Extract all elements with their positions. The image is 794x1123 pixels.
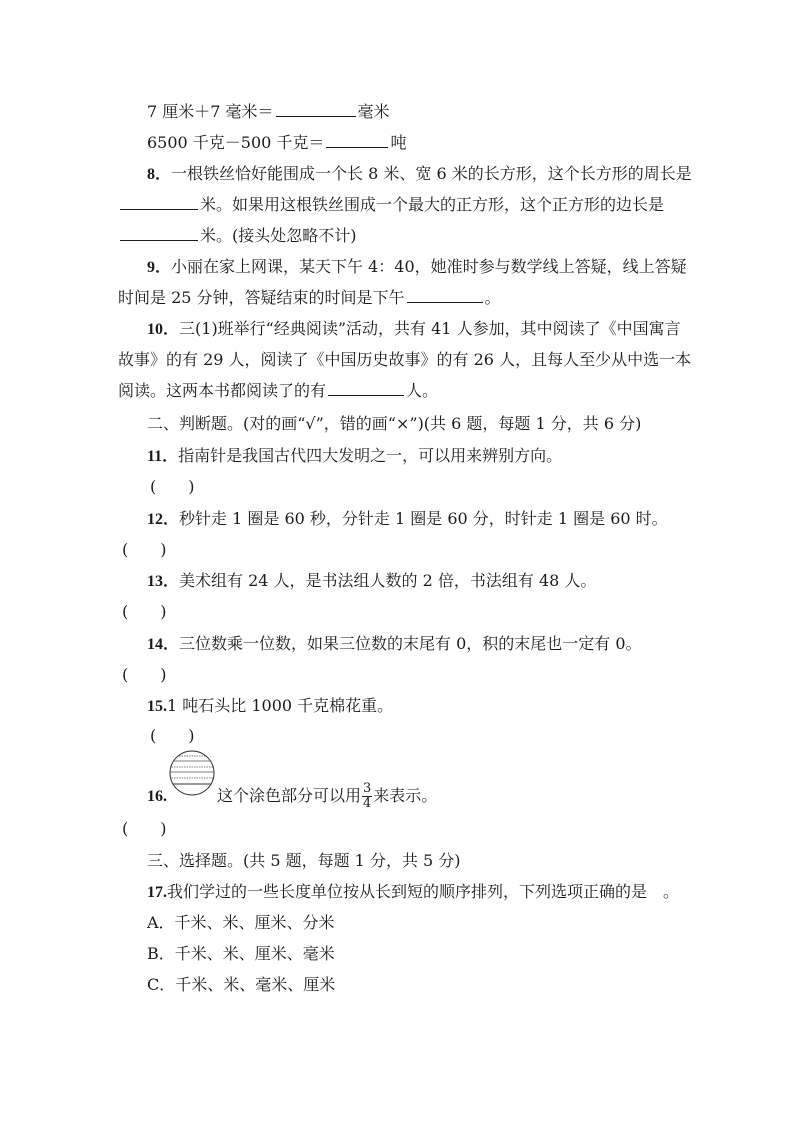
question-text: 这个涂色部分可以用 bbox=[217, 786, 362, 805]
question-text: 指南针是我国古代四大发明之一，可以用来辨别方向。 bbox=[178, 446, 563, 465]
question-text: 一根铁丝恰好能围成一个长 8 米、宽 6 米的长方形，这个长方形的周长是 bbox=[171, 164, 692, 183]
question-12 bbox=[147, 503, 747, 534]
question-14 bbox=[147, 628, 747, 659]
question-text: 三位数乘一位数，如果三位数的末尾有 0，积的末尾也一定有 0。 bbox=[179, 634, 642, 653]
answer-parentheses[interactable]: ( ) bbox=[150, 726, 195, 745]
question-text: 我们学过的一些长度单位按从长到短的顺序排列，下列选项正确的是 。 bbox=[167, 882, 680, 901]
question-number: 16. bbox=[147, 788, 167, 805]
question-8 bbox=[147, 158, 747, 189]
question-text: 三(1)班举行“经典阅读”活动，共有 41 人参加，其中阅读了《中国寓言 bbox=[179, 319, 681, 338]
question-10-line-2 bbox=[118, 344, 758, 375]
question-text: 7 厘米＋7 毫米＝ bbox=[147, 102, 274, 121]
option-b[interactable]: B．千米、米、厘米、毫米 bbox=[147, 944, 335, 963]
question-text: 秒针走 1 圈是 60 秒，分针走 1 圈是 60 分，时针走 1 圈是 60 时。 bbox=[179, 509, 668, 528]
fraction-denominator: 4 bbox=[363, 796, 372, 811]
question-number: 13． bbox=[147, 573, 180, 590]
question-number: 9． bbox=[147, 259, 172, 276]
question-number: 15. bbox=[147, 698, 167, 715]
question-text: 毫米 bbox=[357, 102, 390, 121]
question-number: 14． bbox=[147, 636, 180, 653]
question-number: 10． bbox=[147, 321, 180, 338]
question-text: 美术组有 24 人，是书法组人数的 2 倍，书法组有 48 人。 bbox=[179, 571, 597, 590]
line-weight-conversion bbox=[147, 127, 747, 158]
option-c[interactable]: C．千米、米、毫米、厘米 bbox=[147, 975, 336, 994]
question-10 bbox=[147, 313, 747, 344]
answer-parentheses[interactable]: ( ) bbox=[122, 665, 167, 684]
question-number: 8． bbox=[147, 166, 172, 183]
question-8-line-3 bbox=[118, 220, 758, 251]
answer-blank[interactable] bbox=[120, 220, 198, 241]
question-text: 1 吨石头比 1000 千克棉花重。 bbox=[167, 696, 394, 715]
question-text: 米。(接头处忽略不计) bbox=[200, 226, 357, 245]
question-text: 阅读。这两本书都阅读了的有 bbox=[118, 381, 327, 400]
question-9 bbox=[147, 251, 747, 282]
question-number: 12． bbox=[147, 511, 180, 528]
answer-parentheses[interactable]: ( ) bbox=[122, 819, 167, 838]
answer-parentheses[interactable]: ( ) bbox=[150, 477, 195, 496]
answer-parentheses[interactable]: ( ) bbox=[122, 602, 167, 621]
question-text: 来表示。 bbox=[373, 786, 438, 805]
question-number: 11． bbox=[147, 448, 179, 465]
answer-parentheses[interactable]: ( ) bbox=[122, 540, 167, 559]
question-13 bbox=[147, 565, 747, 596]
question-text: 吨 bbox=[390, 133, 407, 152]
question-text: 故事》的有 29 人，阅读了《中国历史故事》的有 26 人，且每人至少从中选一本 bbox=[118, 350, 692, 369]
question-10-line-3 bbox=[118, 375, 758, 406]
question-text: 6500 千克－500 千克＝ bbox=[147, 133, 325, 152]
line-length-conversion bbox=[147, 96, 747, 127]
fraction-numerator: 3 bbox=[363, 781, 372, 796]
answer-blank[interactable] bbox=[328, 375, 404, 396]
question-text: 人。 bbox=[406, 381, 439, 400]
question-text: 。 bbox=[484, 288, 501, 307]
question-9-line-2 bbox=[118, 282, 758, 313]
answer-blank[interactable] bbox=[407, 282, 483, 303]
fraction bbox=[362, 782, 372, 811]
question-11 bbox=[147, 440, 747, 471]
question-17 bbox=[147, 876, 747, 907]
answer-blank[interactable] bbox=[276, 96, 356, 117]
question-text: 时间是 25 分钟，答疑结束的时间是下午 bbox=[118, 288, 405, 307]
answer-blank[interactable] bbox=[120, 189, 198, 210]
question-text: 米。如果用这根铁丝围成一个最大的正方形，这个正方形的边长是 bbox=[200, 195, 665, 214]
question-15 bbox=[147, 690, 747, 721]
question-16 bbox=[147, 780, 747, 811]
section-3-heading: 三、选择题。(共 5 题，每题 1 分，共 5 分) bbox=[147, 851, 461, 870]
answer-blank[interactable] bbox=[326, 127, 388, 148]
question-text: 小丽在家上网课，某天下午 4：40，她准时参与数学线上答疑，线上答疑 bbox=[171, 257, 687, 276]
section-2-heading: 二、判断题。(对的画“√”，错的画“×”)(共 6 题，每题 1 分，共 6 分) bbox=[147, 414, 642, 433]
question-number: 17. bbox=[147, 884, 167, 901]
option-a[interactable]: A．千米、米、厘米、分米 bbox=[147, 913, 335, 932]
question-8-line-2 bbox=[118, 189, 758, 220]
